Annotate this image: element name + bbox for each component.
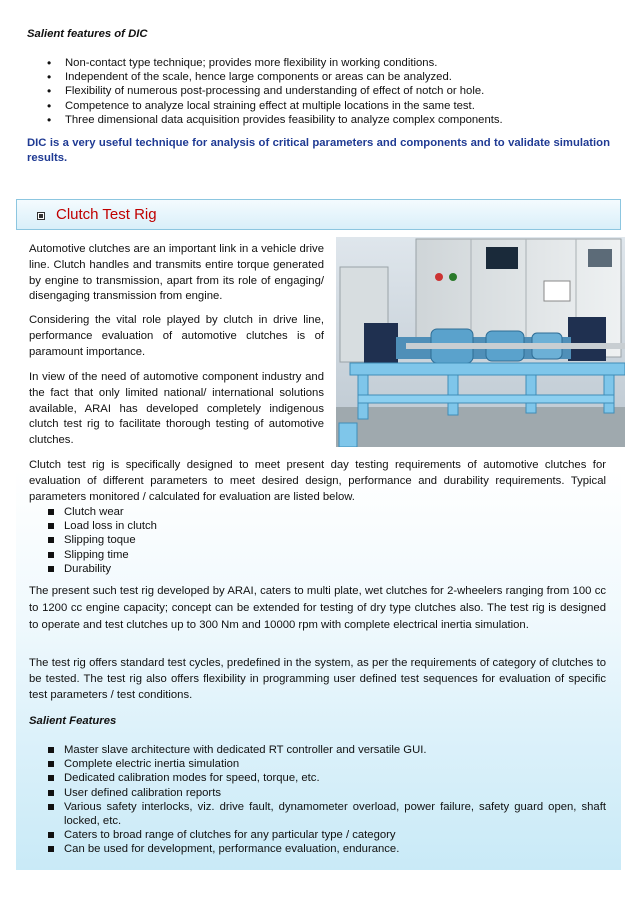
list-item: Can be used for development, performance evaluation, endurance. [29,842,606,856]
intro-paragraph: Considering the vital role played by clutch in drive line, performance evaluation of automotive clutches is of paramount importance. [29,314,324,358]
list-item: • Flexibility of numerous post-processing and understanding of effect of notch or hole. [27,84,617,98]
parameter-list [29,505,589,576]
list-item: • Independent of the scale, hence large components or areas can be analyzed. [27,70,617,84]
test-cycles-paragraph: The test rig offers standard test cycles, predefined in the system, as per the requirements of category of clutches to be tested. The test rig also offers flexibility in programming user defined test sequences for evaluation of specific test parameters / test conditions. [29,657,606,701]
intro-paragraph: Automotive clutches are an important link in a vehicle drive line. Clutch handles and transmits entire torque generated by engine to transmission, apart from its role of engaging/ disengaging transmission from engine. [29,243,324,303]
clutch-test-rig-photo [336,237,625,447]
section-title: Clutch Test Rig [56,206,157,223]
intro-paragraph: In view of the need of automotive component industry and the fact that only limited national/ international solutions available, ARAI has developed completely indigenous clutch test rig to facilitate thorough testing of automotive clutches. [29,371,324,447]
list-item: Master slave architecture with dedicated RT controller and versatile GUI. [29,743,606,757]
dic-conclusion: DIC is a very useful technique for analysis of critical parameters and components and to validate simulation results. [27,137,610,164]
list-item: Complete electric inertia simulation [29,757,606,771]
list-item: Clutch wear [29,505,589,519]
list-item: User defined calibration reports [29,786,606,800]
rig-description: Clutch test rig is specifically designed to meet present day testing requirements of automotive clutches for evaluation of different parameters to meet desired design, performance and durability requirements. Typical parameters monitored / calculated for evaluation are listed below. [29,459,606,503]
capacity-paragraph: The present such test rig developed by ARAI, caters to multi plate, wet clutches for 2-wheelers ranging from 100 cc to 1200 cc engine capacity; concept can be extended for testing of dry type clutches also. The test rig is designed to operate and test clutches up to 300 Nm and 10000 rpm with complete electrical inertia simulation. [29,585,606,632]
dic-feature-list [27,56,617,127]
dic-heading: Salient features of DIC [27,28,148,40]
list-item: Durability [29,562,589,576]
feature-list [29,743,606,857]
checkbox-bullet-icon [37,212,45,220]
list-item: Slipping time [29,548,589,562]
list-item: • Three dimensional data acquisition provides feasibility to analyze complex components. [27,113,617,127]
list-item: Various safety interlocks, viz. drive fault, dynamometer overload, power failure, safety guard open, shaft locked, etc. [29,800,606,828]
list-item: • Non-contact type technique; provides more flexibility in working conditions. [27,56,617,70]
list-item: Slipping toque [29,533,589,547]
list-item: Dedicated calibration modes for speed, torque, etc. [29,771,606,785]
list-item: • Competence to analyze local straining effect at multiple locations in the same test. [27,99,617,113]
features-heading: Salient Features [29,715,117,727]
list-item: Load loss in clutch [29,519,589,533]
list-item: Caters to broad range of clutches for any particular type / category [29,828,606,842]
